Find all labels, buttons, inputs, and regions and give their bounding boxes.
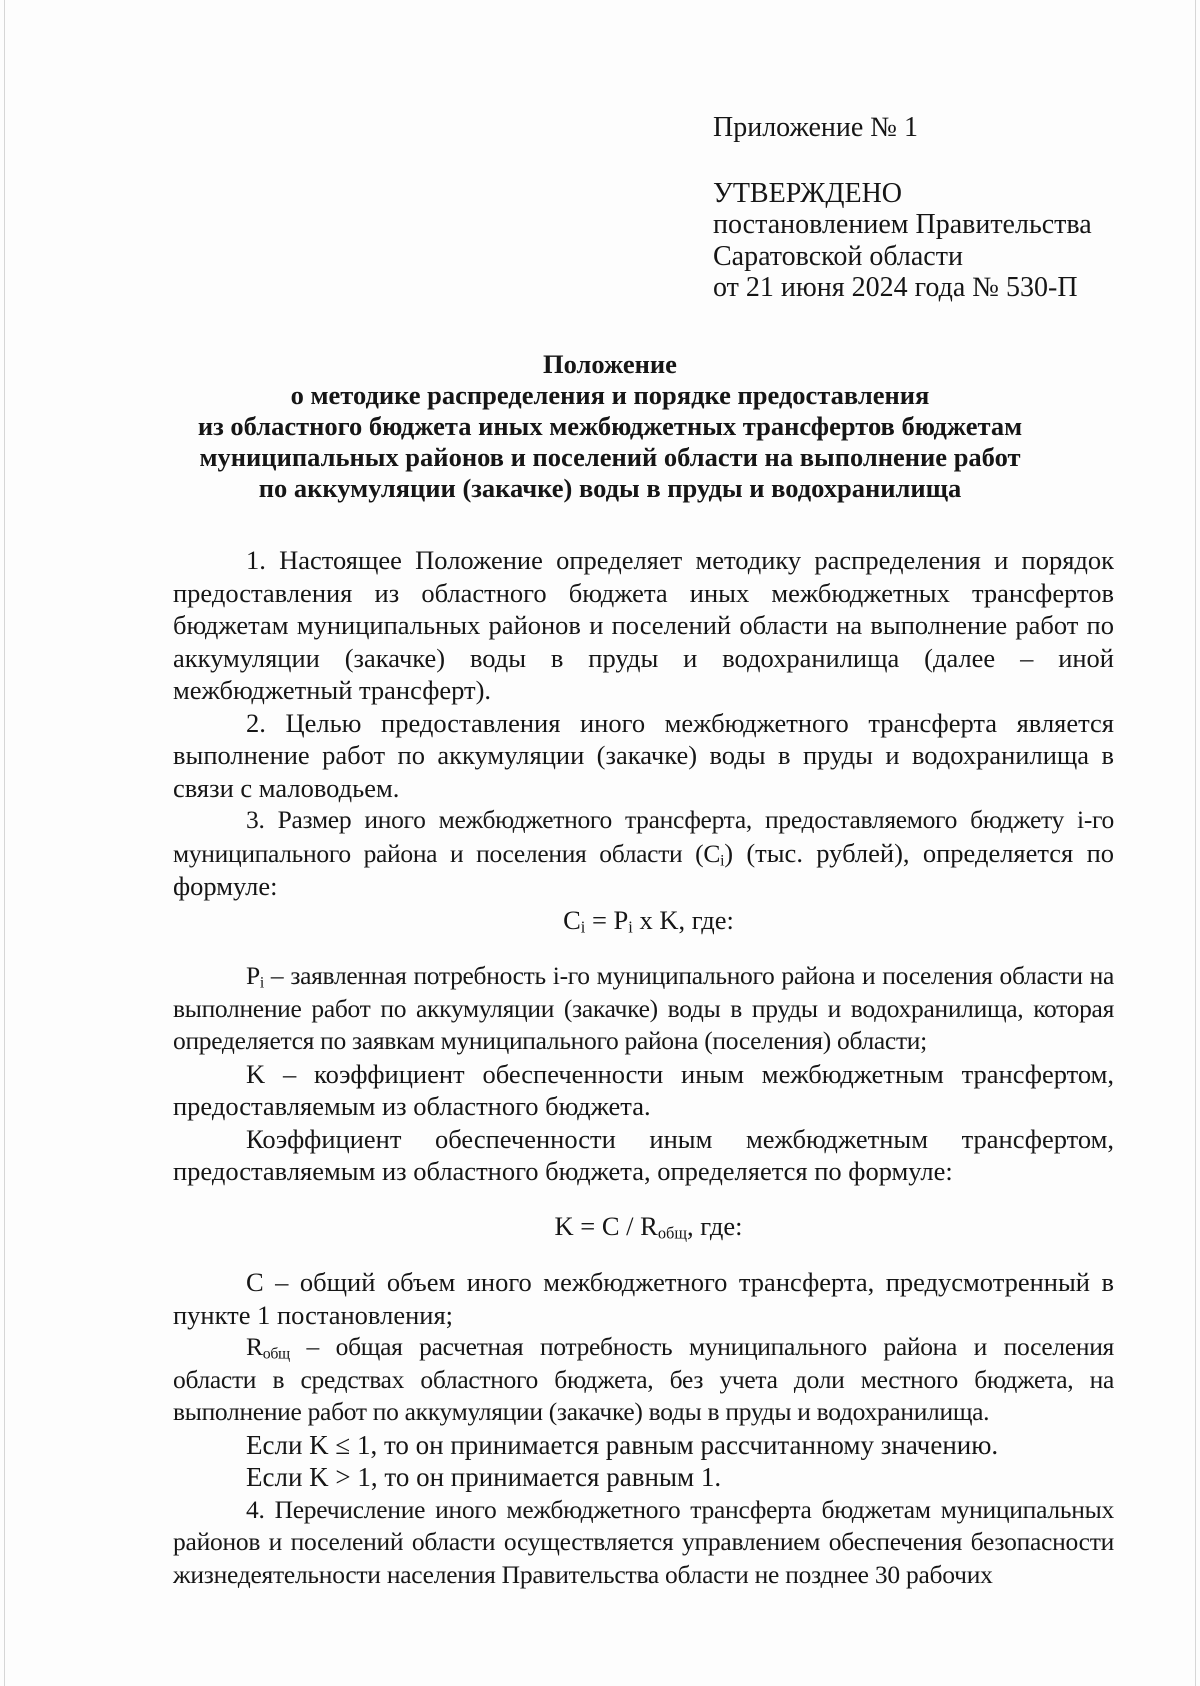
formula-ci-sub-1: i <box>580 917 586 937</box>
title-line-2: о методике распределения и порядке предоставления <box>290 380 930 410</box>
title-line-5: по аккумуляции (закачке) воды в пруды и водохранилища <box>258 473 962 503</box>
approval-block <box>713 112 1092 304</box>
paragraph-1: 1. Настоящее Положение определяет методику распределения и порядок предоставления из областного бюджета иных межбюджетных трансфертов бюджетам муниципальных районов и поселений области на выполнение работ по аккумуляции (закачке) воды в пруды и водохранилища (далее – иной межбюджетный трансферт). <box>173 545 1114 705</box>
paragraph-coefficient: Коэффициент обеспеченности иным межбюджетным трансфертом, предоставляемым из областного бюджета, определяется по формуле: <box>173 1123 1114 1186</box>
paragraph-3 <box>173 804 1114 904</box>
scan-edge-right <box>1195 0 1196 1686</box>
scan-edge-left <box>4 0 5 1686</box>
formula-k-start: K = C / R <box>554 1210 658 1241</box>
approval-line-1: постановлением Правительства <box>713 209 1092 240</box>
approved-label: УТВЕРЖДЕНО <box>713 177 903 209</box>
formula-k-end: , где: <box>687 1210 743 1241</box>
formula-ci-mid: = P <box>585 904 629 935</box>
title-line-4: муниципальных районов и поселений области на выполнение работ <box>199 442 1021 472</box>
paragraph-r-subscript: общ <box>262 1345 290 1363</box>
paragraph-r-symbol: R <box>246 1332 263 1361</box>
formula-k <box>173 1210 1114 1243</box>
formula-ci-c: C <box>563 904 581 935</box>
document-body <box>173 544 1114 1591</box>
paragraph-r <box>173 1331 1114 1429</box>
paragraph-pi-subscript: i <box>259 974 264 992</box>
paragraph-pi-symbol: P <box>246 961 260 990</box>
formula-ci-end: x K, где: <box>632 904 734 935</box>
title-line-1: Положение <box>543 349 677 379</box>
appendix-number: Приложение № 1 <box>713 112 918 143</box>
paragraph-pi-text: – заявленная потребность i-го муниципального района и поселения области на выполнение работ по аккумуляции (закачке) воды в пруды и водохранилища, которая определяется по заявкам муниципального района (поселения) области; <box>173 961 1114 1055</box>
paragraph-3-subscript: i <box>720 851 725 869</box>
title-line-3: из областного бюджета иных межбюджетных трансфертов бюджетам <box>197 411 1023 441</box>
document-title <box>150 349 1070 504</box>
paragraph-c: C – общий объем иного межбюджетного трансферта, предусмотренный в пункте 1 постановления; <box>173 1267 1114 1330</box>
paragraph-2: 2. Целью предоставления иного межбюджетного трансферта является выполнение работ по аккумуляции (закачке) воды в пруды и водохранилища в связи с маловодьем. <box>173 707 1114 803</box>
condition-k-le-1: Если K ≤ 1, то он принимается равным рассчитанному значению. <box>246 1429 999 1460</box>
condition-k-gt-1: Если K > 1, то он принимается равным 1. <box>246 1462 722 1492</box>
paragraph-k: K – коэффициент обеспеченности иным межбюджетным трансфертом, предоставляемым из областного бюджета. <box>173 1058 1114 1121</box>
formula-ci <box>173 904 1114 937</box>
formula-ci-sub-2: i <box>628 917 633 937</box>
paragraph-r-text: – общая расчетная потребность муниципального района и поселения области в средствах областного бюджета, без учета доли местного бюджета, на выполнение работ по аккумуляции (закачке) воды в пруды и водохранилища. <box>173 1332 1114 1426</box>
paragraph-3-text-a: 3. Размер иного межбюджетного трансферта, предоставляемого бюджету i-го муниципального района и поселения области (C <box>173 805 1114 868</box>
approval-line-2: Саратовской области <box>713 240 963 272</box>
paragraph-pi <box>173 960 1114 1058</box>
approval-line-3: от 21 июня 2024 года № 530-П <box>713 272 1078 303</box>
formula-k-subscript: общ <box>657 1223 688 1243</box>
paragraph-4: 4. Перечисление иного межбюджетного трансферта бюджетам муниципальных районов и поселений области осуществляется управлением обеспечения безопасности жизнедеятельности населения Правительства области не позднее 30 рабочих <box>173 1494 1114 1589</box>
paragraph-3-text-b: ) (тыс. рублей), определяется по формуле: <box>173 837 1114 901</box>
